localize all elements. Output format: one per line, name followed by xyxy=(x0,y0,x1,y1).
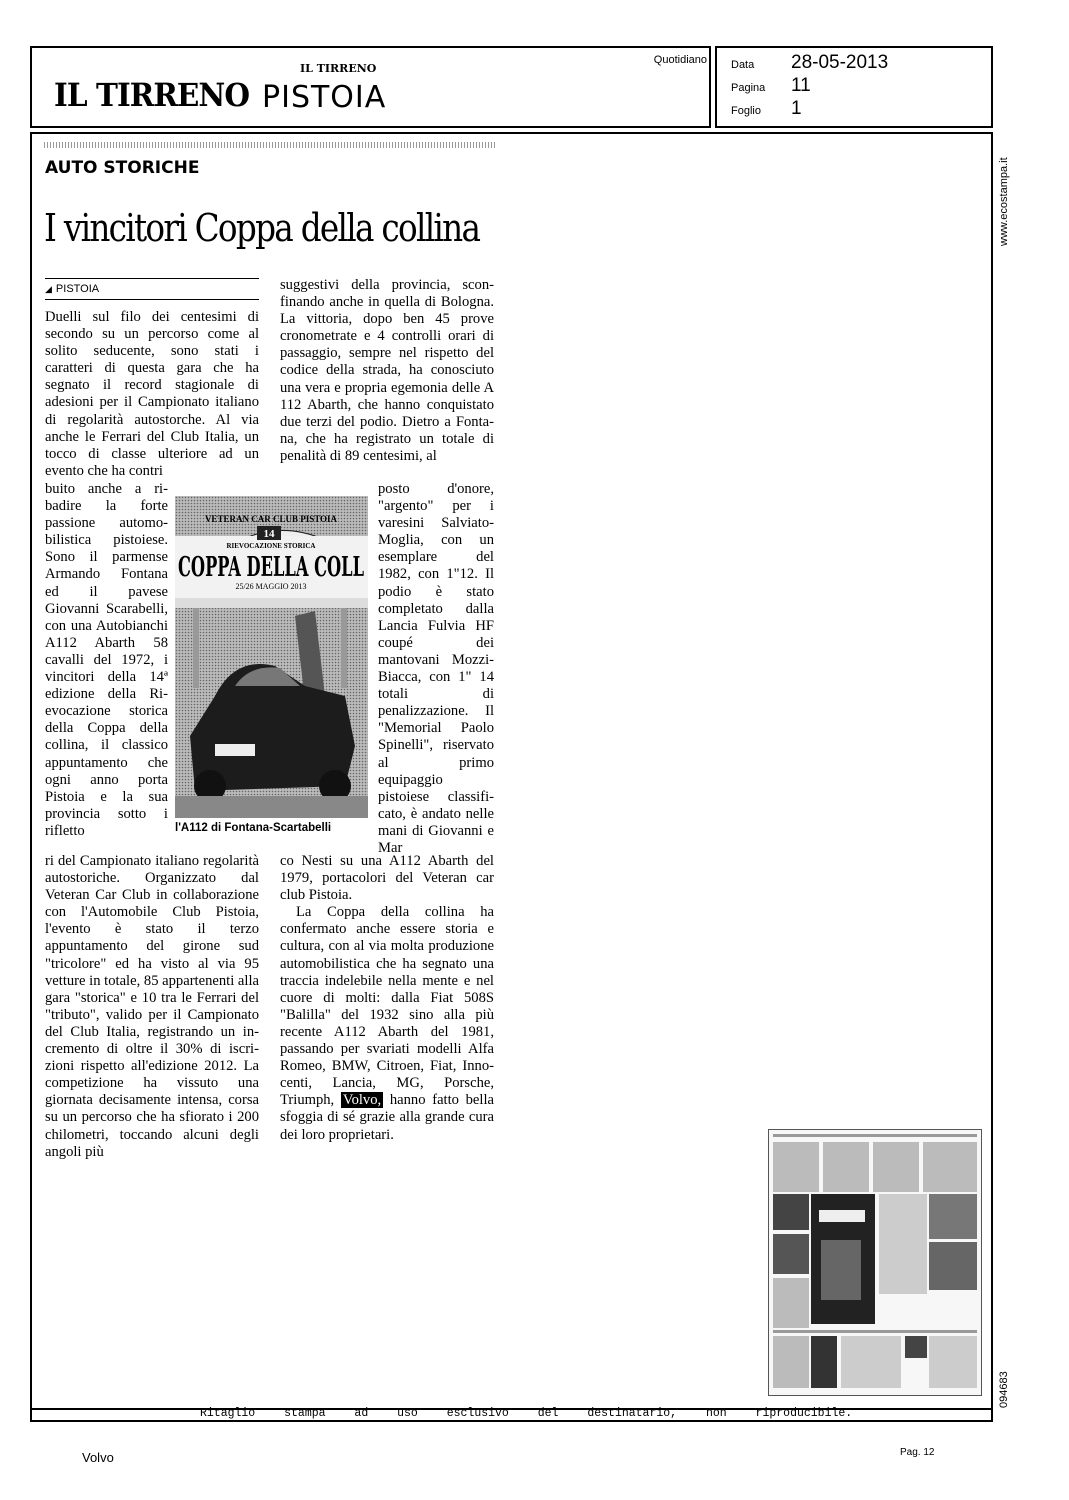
footer-keyword: Volvo xyxy=(82,1450,114,1465)
thumbnail-illustration xyxy=(769,1130,981,1395)
meta-data-value: 28-05-2013 xyxy=(791,52,889,73)
photo-caption: l'A112 di Fontana-Scartabelli xyxy=(175,822,332,834)
article-col2-para-b-post: hanno fatto bella sfoggia di sé grazie alla grande cura dei loro proprietari. xyxy=(280,1092,494,1143)
photo-banner-number: 14 xyxy=(263,528,275,540)
photo-banner-dates: 25/26 MAGGIO 2013 xyxy=(235,582,307,591)
article-col2-para-a: co Nesti su una A112 Abarth del 1979, portacolori del Veteran car club Pistoia. xyxy=(280,853,494,904)
side-code-text: 094683 xyxy=(998,1371,1010,1408)
article-col2-top: suggestivi della provincia, sconfinando anche in quella di Bologna. La vittoria, dopo ben 45 prove cronometrate e 4 controlli orari di passaggio, sempre nel rispetto del codice della strada, ha conosciuto una vera e propria egemonia delle A 112 Abarth, che hanno conquistato due terzi del podio. Dietro a Fontana, che ha registrato un totale di penalità di 89 centesimi, al xyxy=(280,277,494,464)
article-col1-bottom: ri del Campionato italiano regolarità autostoriche. Organizzato dal Veteran Car Club in collaborazione con l'Automobile Club Pistoia, l'evento è stato il terzo appuntamento del girone sud "tricolore" ed ha visto al via 95 vetture in totale, 85 appartenenti alla gara "storica" e 10 tra le Ferrari del "tributo", valido per il Campionato del Club Italia, registrando un incremento di oltre il 30% di iscrizioni rispetto all'edizione 2012. La competizione ha vissuto una giornata decisamente intensa, corsa su un percorso che ha sfiorato i 200 chilometri, toccando alcuni degli angoli più xyxy=(45,853,259,1160)
meta-foglio-label: Foglio xyxy=(731,105,761,117)
side-code xyxy=(998,1368,1012,1408)
article-col2-wrap: posto d'onore, "argento" per i varesini Salviato-Moglia, con un esemplare del 1982, con 1"12. Il podio è stato completato dalla Lancia Fulvia HF coupé dei mantovani Mozzi-Biacca, con 1" 14 totali di penalizzazione. Il "Memorial Paolo Spinelli", riservato al primo equipaggio pistoiese classificato, è andato nelle mani di Giovanni e Mar xyxy=(378,481,494,856)
photo-banner-line2: RIEVOCAZIONE STORICA xyxy=(226,542,316,550)
article-col2-bottom xyxy=(280,853,494,1144)
article-dateline xyxy=(45,278,259,300)
photo-banner-title: COPPA DELLA COLL xyxy=(178,552,365,583)
article-col2-para-b-pre: La Coppa della collina ha confermato anche essere storia e cultura, con al via molta produzione automobilistica che ha segnato una traccia indelebile nella mente e nel cuore di molti: dalla Fiat 508S "Balilla" del 1932 sino alla più recente A112 Abarth del 1981, passando per svariati modelli Alfa Romeo, BMW, Citroen, Fiat, Innocenti, Lancia, MG, Porsche, Triumph, xyxy=(280,904,494,1109)
article-headline: I vincitori Coppa della collina xyxy=(44,206,480,250)
masthead-logo: IL TIRRENO xyxy=(54,76,250,114)
publication-type: Quotidiano xyxy=(653,54,707,66)
meta-box xyxy=(715,46,993,128)
masthead-box xyxy=(30,46,711,128)
meta-data-label: Data xyxy=(731,59,755,71)
masthead-section: PISTOIA xyxy=(262,80,387,115)
meta-row-data xyxy=(731,52,888,74)
meta-pagina-label: Pagina xyxy=(731,82,766,94)
photo-banner-line1: VETERAN CAR CLUB PISTOIA xyxy=(204,514,338,524)
meta-pagina-value: 11 xyxy=(791,75,811,96)
article-col2-para-b xyxy=(280,904,494,1143)
footer-page-number: Pag. 12 xyxy=(900,1447,935,1458)
hatch-divider xyxy=(44,142,496,148)
dateline-text: PISTOIA xyxy=(55,283,100,295)
meta-row-foglio xyxy=(731,98,802,120)
volvo-highlight: Volvo, xyxy=(342,1092,382,1109)
side-url-text: www.ecostampa.it xyxy=(998,157,1010,246)
meta-foglio-value: 1 xyxy=(791,98,802,119)
side-url xyxy=(998,146,1012,246)
dateline-marker-icon: ◢ xyxy=(45,284,52,294)
article-col1-wrap: buito anche a ribadire la forte passione automobilistica pistoiese. Sono il parmense Armando Fontana ed il pavese Giovanni Scarabelli, con una Autobianchi A112 Abarth 58 cavalli del 1972, i vincitori della 14ª edizione della Rievocazione storica della Coppa della collina, il classico appuntamento che ogni anno porta Pistoia e la sua provincia sotto i rifletto xyxy=(45,481,168,839)
article-kicker: AUTO STORICHE xyxy=(45,158,200,178)
article-col1-top: Duelli sul filo dei centesimi di secondo su un percorso come al solito seducente, sono stati i caratteri di questa gara che ha segnato il record stagionale di adesioni per il Campionato italiano di regolarità autostorche. Al via anche le Ferrari del Club Italia, un tocco di classe ulteriore ad un evento che ha contri xyxy=(45,309,259,479)
photo-illustration xyxy=(175,496,368,818)
reproduction-notice: Ritaglio stampa ad uso esclusivo del destinatario, non riproducibile. xyxy=(200,1407,853,1420)
meta-row-pagina xyxy=(731,75,811,97)
page-thumbnail xyxy=(768,1129,982,1396)
masthead-small-logo: IL TIRRENO xyxy=(300,62,377,75)
article-photo xyxy=(175,496,368,818)
